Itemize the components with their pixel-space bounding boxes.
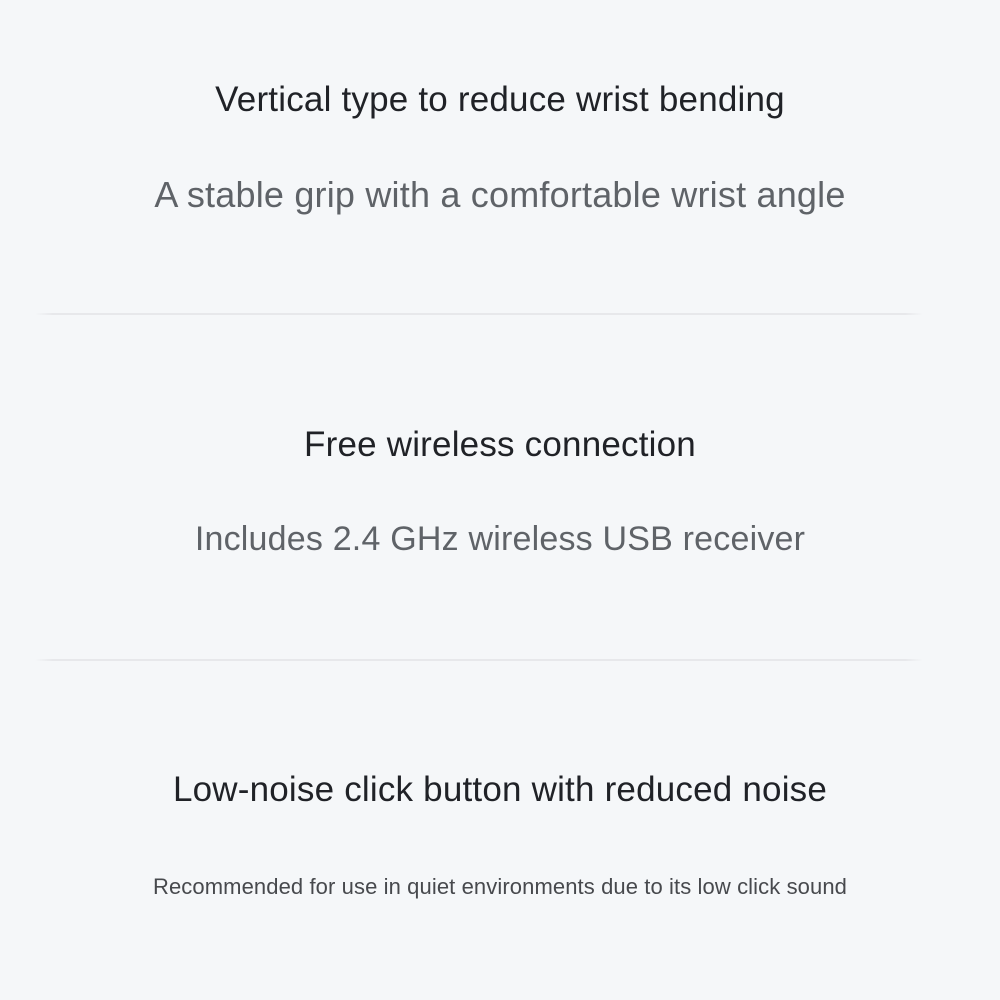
feature-heading: Vertical type to reduce wrist bending <box>215 80 785 119</box>
feature-subheading: Includes 2.4 GHz wireless USB receiver <box>194 520 806 558</box>
feature-note: Recommended for use in quiet environments due to its low click sound <box>152 874 848 899</box>
feature-heading: Free wireless connection <box>304 425 696 464</box>
feature-heading: Low-noise click button with reduced noise <box>172 770 828 809</box>
feature-subheading: A stable grip with a comfortable wrist angle <box>154 174 846 215</box>
section-divider <box>35 659 923 661</box>
section-divider <box>35 313 923 315</box>
